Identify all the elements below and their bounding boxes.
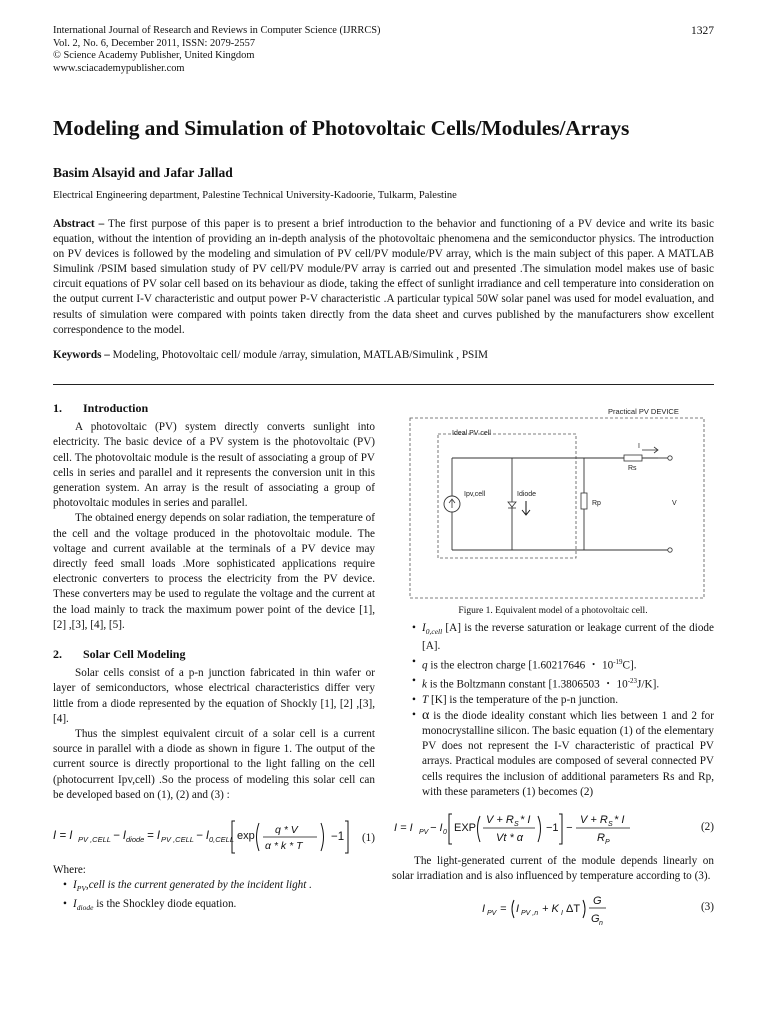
svg-text:−1: −1 [331,831,345,844]
section-divider [53,384,714,385]
svg-text:=: = [500,903,507,916]
bullet-t: • T [K] is the temperature of the p-n junction. [408,693,714,708]
svg-text:ΔT: ΔT [566,903,581,916]
bullet-k: • k is the Boltzmann constant [1.3806503 ・ $10^{-23}J/K$]. [408,674,714,693]
section-heading-introduction: 1. Introduction [53,401,149,415]
svg-text:−: − [566,821,573,834]
figure-outer-label: Practical PV DEVICE [608,407,679,416]
figure-1-circuit [408,404,708,600]
bullet-alpha: • α is the diode ideality constant which lies between 1 and 2 for monocrystalline silicon. The basic equation (1) of the elementary PV does not represent the I-V characteristic of practical PV arrays. Practical modules are composed of several connected PV cells requires the inclusion of additional parameters Rs and Rp, with these parameters (1) becomes (2) [408,708,714,800]
affiliation: Electrical Engineering department, Palestine Technical University-Kadoorie, Tulkarm, Palestine [53,190,457,201]
light-current-paragraph: The light-generated current of the module depends linearly on solar irradiation and is also influenced by temperature according to (3). [392,854,714,883]
svg-text:PV ,CELL: PV ,CELL [161,835,194,845]
keywords-label: Keywords – [53,349,110,361]
left-column [53,401,375,915]
equation-2 [392,806,714,850]
paper-title: Modeling and Simulation of Photovoltaic Cells/Modules/Arrays [53,116,630,140]
intro-paragraph-2: The obtained energy depends on solar radiation, the temperature of the cell and the voltage produced in the photovoltaic module. The voltage and current available at the terminals of a PV device may directly feed small loads .More sophisticated applications require electronic converters to process the electricity from the PV device. These converters may be used to regulate the voltage and the current at the load mainly to track the maximum power point of the device [1], [2] ,[3], [4], [5]. [53,512,375,631]
publisher-url[interactable]: www.sciacademypublisher.com [53,62,185,74]
svg-text:α * k * T: α * k * T [265,840,303,853]
svg-text:q * V: q * V [275,824,298,837]
svg-text:G: G [593,895,602,908]
svg-text:PV: PV [487,910,497,918]
figure-idiode-label: Idiode [517,491,537,498]
svg-text:PV ,CELL: PV ,CELL [78,835,111,845]
svg-text:0,CELL: 0,CELL [209,835,235,845]
svg-text:P: P [605,838,610,846]
keywords-text: Modeling, Photovoltaic cell/ module /array, simulation, MATLAB/Simulink , PSIM [109,349,488,361]
equation-3-formula [392,888,714,930]
svg-text:= I: = I [147,830,161,843]
equation-3-number: (3) [700,901,714,914]
where-label: Where: [53,864,86,877]
svg-text:+ K: + K [542,903,559,916]
svg-text:G: G [591,913,600,926]
figure-inner-label: Ideal PV cell [452,430,491,437]
keywords [53,349,714,361]
bullet-i0cell: • $I_{0,cell}$ [A] is the reverse saturation or leakage current of the diode [A]. [408,621,714,655]
bullet-idiode: • $I_{diode}$ is the Shockley diode equation. [59,897,375,915]
bullet-ipv: • $I_{PV},cell$ is the current generated by the incident light . [59,878,375,896]
abstract-text: The first purpose of this paper is to present a brief introduction to the behavior and functioning of a PV device and write its basic equation, without the intention of providing an in-depth analysis of the photovoltaic phenomena and the semiconductor physics. The introduction on PV devices is followed by the modeling and simulation of PV cell/PV module/PV array, which is the main subject of this paper. A MATLAB Simulink /PSIM based simulation study of PV cell/PV module/PV array is carried out and presented .The simulation model makes use of basic circuit equations of PV solar cell based on its behaviour as diode, taking the effect of sunlight irradiance and cell temperature into consideration on the output current I-V characteristic and output power P-V characteristic .A particular typical 50W solar panel was used for model evaluation, and results of simulation were compared with points taken directly from the data sheet and curves published by the manufacturers show excellent correspondence to the model. [53,218,714,336]
svg-text:EXP: EXP [454,821,477,834]
svg-text:V + R: V + R [580,813,608,826]
svg-text:n: n [599,920,603,928]
svg-text:I: I [482,903,486,916]
journal-name: International Journal of Research and Reviews in Computer Science (IJRRCS) [53,25,381,36]
svg-text:I: I [516,903,520,916]
figure-rp-label: Rp [592,500,601,507]
svg-text:S: S [608,820,613,828]
page-number: 1327 [691,25,714,37]
equation-2-number: (2) [700,820,714,833]
svg-text:−1: −1 [546,821,559,834]
figure-ipv-label: Ipv,cell [464,491,486,498]
figure-rs-label: Rs [628,465,637,472]
abstract-label: Abstract – [53,218,105,230]
modeling-paragraph-1: Solar cells consist of a p-n junction fabricated in thin wafer or layer of semiconductors, whose electrical characteristics differ very little from a diode represented by the equation of Shockly [1], [2] ,[3], [4]. [53,667,375,725]
section-heading-solar-cell-modeling: 2. Solar Cell Modeling [53,647,186,662]
figure-v-label: V [672,500,677,507]
svg-text:R: R [597,831,605,844]
svg-text:V + R: V + R [486,813,514,826]
figure-1-caption: Figure 1. Equivalent model of a photovoltaic cell. [458,606,648,616]
abstract [53,217,714,338]
svg-text:− I: − I [196,830,210,843]
svg-text:Vt * α: Vt * α [496,831,524,844]
svg-text:* I: * I [614,813,625,826]
svg-text:− I: − I [113,830,127,843]
svg-text:PV: PV [419,828,429,836]
figure-i-label: I [638,443,640,450]
svg-text:exp: exp [237,830,255,843]
svg-text:0: 0 [443,828,447,836]
equation-1-formula [53,809,375,861]
publisher: © Science Academy Publisher, United Kingdom [53,50,255,62]
svg-text:− I: − I [430,821,443,834]
authors: Basim Alsayid and Jafar Jallad [53,165,233,180]
journal-header [53,25,381,75]
equation-2-formula [392,806,714,850]
svg-text:I = I: I = I [53,830,73,843]
right-column [392,621,714,930]
svg-text:PV ,n: PV ,n [521,910,539,918]
bullet-q: • q is the electron charge [1.60217646 ・ $10^{-19}C$]. [408,655,714,674]
svg-text:* I: * I [520,813,531,826]
svg-text:diode: diode [126,835,145,845]
svg-text:S: S [514,820,519,828]
equation-3 [392,888,714,930]
svg-text:I: I [561,910,563,918]
journal-volume: Vol. 2, No. 6, December 2011, ISSN: 2079-2557 [53,37,256,49]
modeling-paragraph-2: Thus the simplest equivalent circuit of a solar cell is a current source in parallel with a diode as shown in figure 1. The output of the current source is directly proportional to the light falling on the cell (photocurrent Ipv,cell) .So the process of modeling this solar cell can be developed based on (1), (2) and (3) : [53,728,375,801]
equation-1 [53,809,375,861]
svg-text:I = I: I = I [394,821,413,834]
equation-1-number: (1) [361,832,375,845]
intro-paragraph-1: A photovoltaic (PV) system directly converts sunlight into electricity. The basic device of a PV system is the photovoltaic (PV) cell. The photovoltaic module is the result of associating a group of PV cells in series and parallel and it represents the conversion unit in this generation system. An array is the result of associating a group of photovoltaic modules in series and parallel. [53,421,375,510]
